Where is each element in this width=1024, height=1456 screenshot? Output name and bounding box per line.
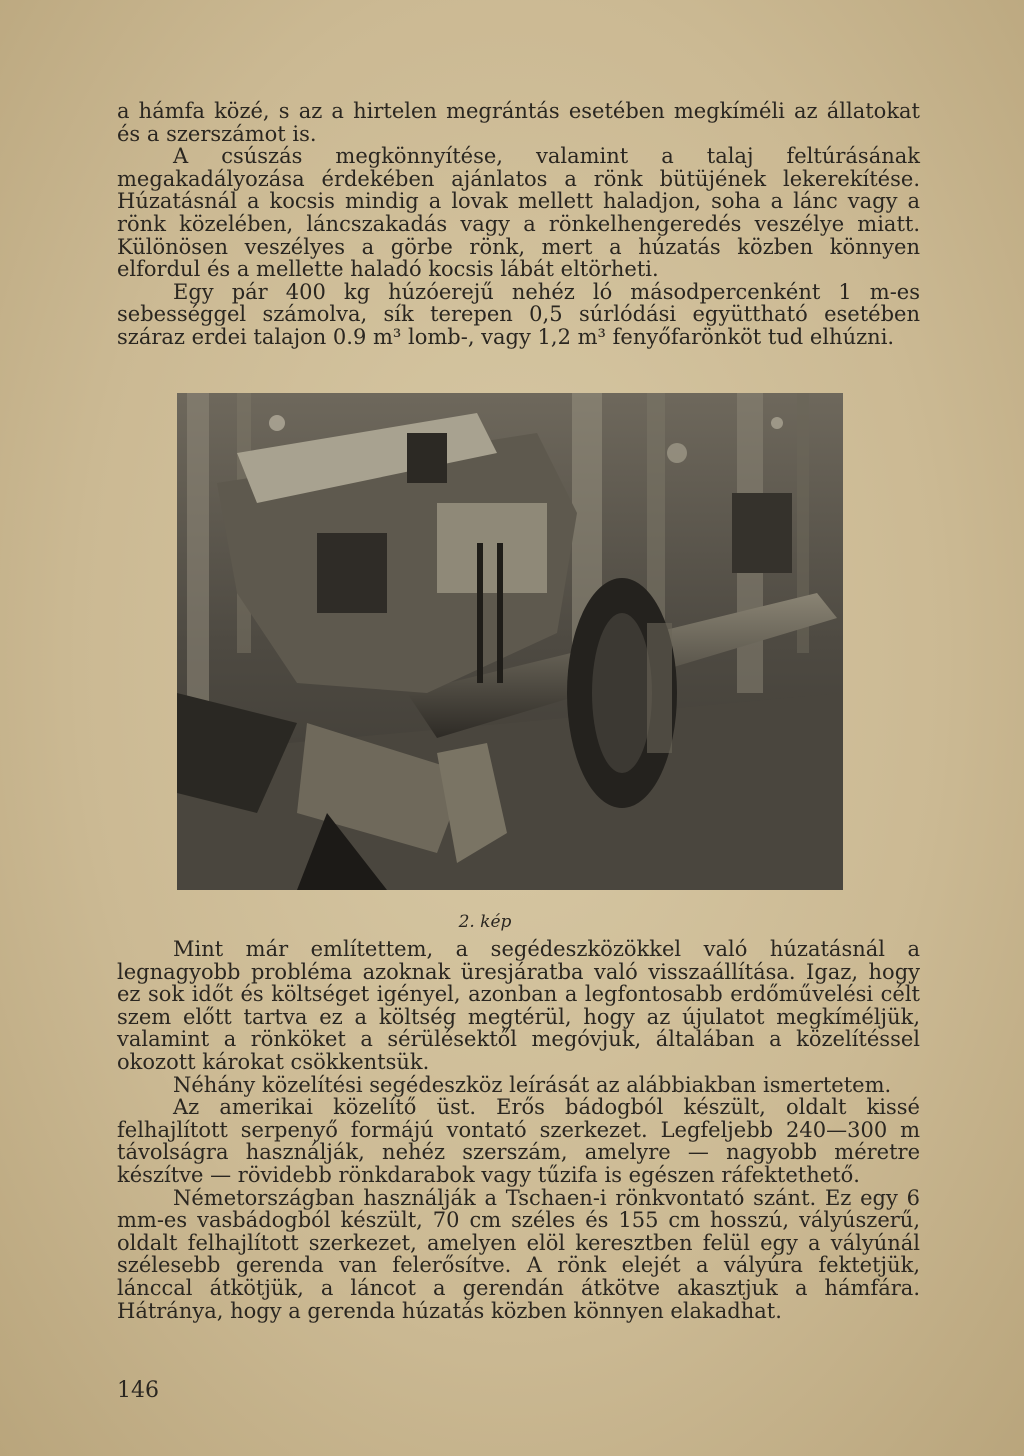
caption-text: 2. kép [458,912,512,932]
text-block-bottom [117,938,920,1322]
paragraph: Néhány közelítési segédeszköz leírását az alábbiakban ismertetem. [173,1072,892,1097]
paragraph: A csúszás megkönnyítése, valamint a talaj feltúrásának megakadályozása érdekében ajánlatos a rönk bütüjének lekerekítése. Húzatásnál a kocsis mindig a lovak mellett haladjon, soha a lánc vagy a rönk közelében, láncszakadás vagy a rönkelhengeredés veszélye miatt. Különösen veszélyes a görbe rönk, mert a húzatás közben könnyen elfordul és a mellette haladó kocsis lábát eltörheti. [117,144,920,282]
photo-illustration [177,393,843,890]
paragraph: Mint már említettem, a segédeszközökkel való húzatásnál a legnagyobb probléma azoknak üresjáratba való visszaállítása. Igaz, hogy ez sok időt és költséget igényel, azonban a legfontosabb erdőművelési célt szem előtt tartva ez a költség megtérül, hogy az újulatot megkíméljük, valamint a rönköket a sérülésektől megóvjuk, általában a közelítéssel okozott károkat csökkentsük. [117,937,920,1074]
paragraph: Németországban használják a Tschaen-i rönkvontató szánt. Ez egy 6 mm-es vasbádogból készült, 70 cm széles és 155 cm hosszú, vályúszerű, oldalt felhajlított szerkezet, amelyen elöl keresztben felül egy a vályúnál szélesebb gerenda van felerősítve. A rönk elejét a vályúra fektetjük, lánccal átkötjük, a láncot a gerendán átkötve akasztjuk a hámfára. Hátránya, hogy a gerenda húzatás közben könnyen elakadhat. [117,1185,920,1323]
paragraph: Az amerikai közelítő üst. Erős bádogból készült, oldalt kissé felhajlított serpenyő formájú vontató szerkezet. Legfeljebb 240—300 m távolságra használják, nehéz szerszám, amelyre — nagyobb méretre készítve — rövidebb rönkdarabok vagy tűzifa is egészen ráfektethető. [117,1095,920,1187]
paragraph: a hámfa közé, s az a hirtelen megrántás esetében megkíméli az állatokat és a szerszámot is. [117,99,920,146]
paragraph: Egy pár 400 kg húzóerejű nehéz ló másodpercenként 1 m-es sebességgel számolva, sík terepen 0,5 súrlódási együttható esetében száraz erdei talajon 0.9 m³ lomb-, vagy 1,2 m³ fenyőfarönköt tud elhúzni. [117,279,920,349]
text-block-top [117,100,920,349]
page-number: 146 [117,1378,159,1403]
figure-caption [0,912,1024,932]
figure-photo [177,393,843,890]
